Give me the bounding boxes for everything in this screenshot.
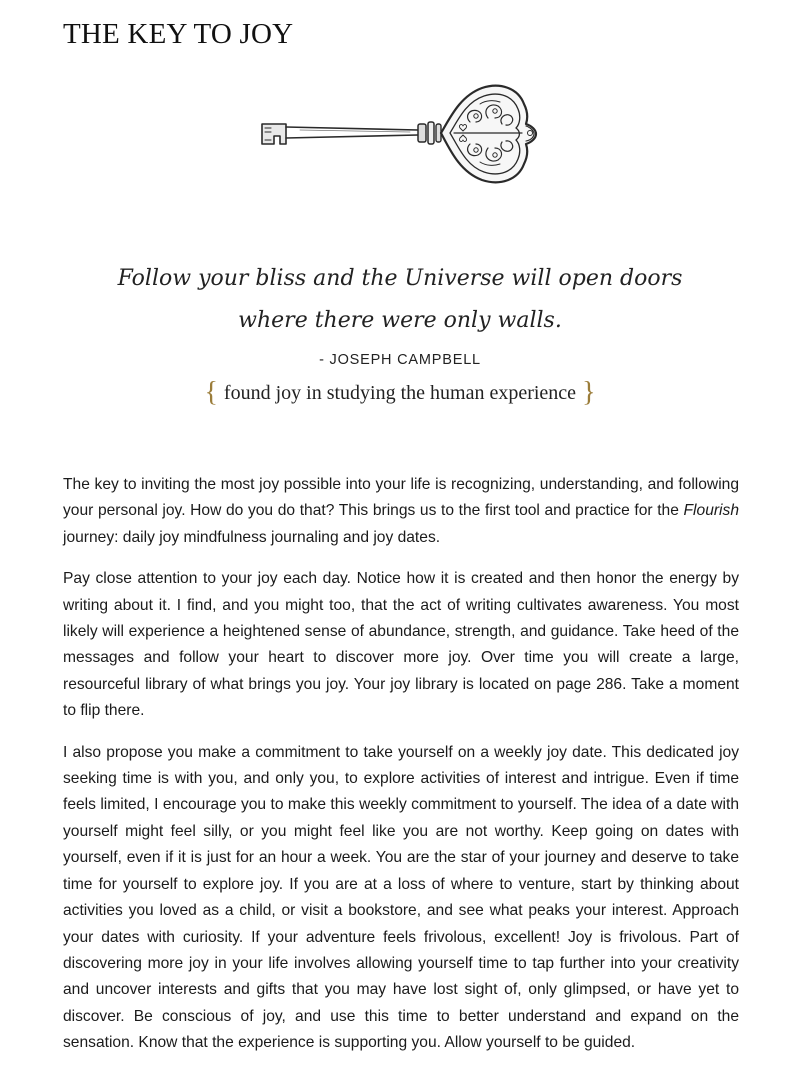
book-title-italic: Flourish bbox=[683, 502, 739, 520]
open-brace: { bbox=[204, 377, 218, 408]
quote-attribution: - JOSEPH CAMPBELL bbox=[319, 352, 481, 368]
quote-line-2: where there were only walls. bbox=[238, 308, 562, 333]
paragraph-1-end: journey: daily joy mindfulness journaling and joy dates. bbox=[63, 528, 441, 546]
quote-line-1: Follow your bliss and the Universe will open doors bbox=[117, 266, 683, 291]
paragraph-3: I also propose you make a commitment to take yourself on a weekly joy date. This dedicated joy seeking time is with you, and only you, to explore activities of interest and intrigue. Even if time feels limited, I encourage you to make this weekly commitment to yourself. The idea of a date with yourself might feel silly, or you might feel like you are not worthy. Keep going on dates with yourself, even if it is just for an hour a week. You are the star of your journey and deserve to take time for yourself to explore joy. If you are at a loss of where to venture, start by thinking about activities you loved as a child, or visit a bookstore, and see what peaks your interest. Approach your dates with curiosity. If your adventure feels frivolous, excellent! Joy is frivolous. Part of discovering more joy in your life involves allowing yourself time to tap further into your creativity and uncover interests and gifts that you may have lost sight of, only glimpsed, or have yet to discover. Be conscious of joy, and use this time to better understand and expand on the sensation. Know that the experience is supporting you. Allow yourself to be guided. bbox=[63, 743, 739, 1052]
paragraph-1 bbox=[63, 472, 739, 551]
quote bbox=[0, 258, 800, 342]
paragraph-2: Pay close attention to your joy each day. Notice how it is created and then honor the energy by writing about it. I find, and you might too, that the act of writing cultivates awareness. You most likely will experience a heightened sense of abundance, strength, and guidance. Take heed of the messages and follow your heart to discover more joy. Over time you will create a large, resourceful library of what brings you joy. Your joy library is located on page 286. Take a moment to flip there. bbox=[63, 570, 739, 720]
paragraph-1-start: The key to inviting the most joy possible into your life is recognizing, understanding, and following your personal joy. How do you do that? This brings us to the first tool and practice for the bbox=[63, 476, 739, 520]
subtitle-text: found joy in studying the human experience bbox=[223, 382, 577, 404]
body-text bbox=[63, 472, 739, 1072]
close-brace: } bbox=[582, 377, 596, 408]
page-title: THE KEY TO JOY bbox=[63, 18, 294, 50]
chapter-subtitle bbox=[0, 377, 800, 409]
ornate-heart-key-icon bbox=[250, 78, 550, 206]
